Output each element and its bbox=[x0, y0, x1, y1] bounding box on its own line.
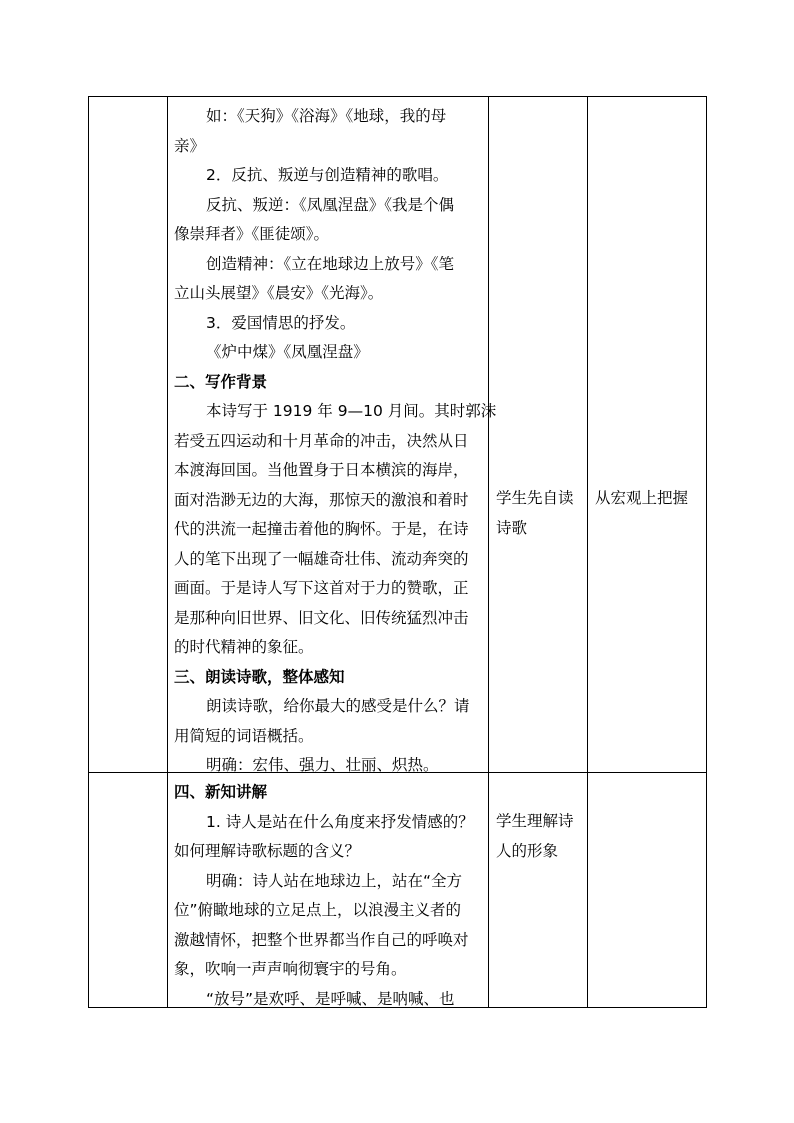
text-line: 的时代精神的象征。 bbox=[174, 638, 314, 656]
text-line: 用简短的词语概括。 bbox=[174, 726, 314, 745]
text-line: “放号”是欢呼、是呼喊、是呐喊、也 bbox=[206, 989, 455, 1008]
text-line: 立山头展望》《晨安》《光海》。 bbox=[174, 284, 384, 302]
table-top-border bbox=[88, 96, 707, 97]
text-line: 从宏观上把握 bbox=[595, 489, 689, 507]
text-line: 若受五四运动和十月革命的冲击，决然从日 bbox=[174, 431, 469, 450]
table-left-border bbox=[88, 96, 89, 1008]
section-heading: 二、写作背景 bbox=[174, 372, 268, 391]
table-right-border bbox=[706, 96, 707, 1008]
text-line: 面对浩渺无边的大海，那惊天的激浪和着时 bbox=[174, 490, 469, 509]
text-line: 2．反抗、叛逆与创造精神的歌唱。 bbox=[206, 166, 449, 184]
text-line: 是那种向旧世界、旧文化、旧传统猛烈冲击 bbox=[174, 608, 469, 627]
text-line: 画面。于是诗人写下这首对于力的赞歌，正 bbox=[174, 579, 469, 597]
text-line: 像崇拜者》《匪徒颂》。 bbox=[174, 225, 330, 243]
column-divider-3 bbox=[587, 96, 588, 1008]
text-line: 人的笔下出现了一幅雄奇壮伟、流动奔突的 bbox=[174, 549, 469, 568]
section-heading: 三、朗读诗歌，整体感知 bbox=[174, 667, 345, 686]
text-line: 本渡海回国。当他置身于日本横滨的海岸， bbox=[174, 461, 469, 479]
text-line: 创造精神：《立在地球边上放号》《笔 bbox=[206, 254, 455, 273]
text-line: 如何理解诗歌标题的含义？ bbox=[174, 842, 361, 860]
text-line: 激越情怀，把整个世界都当作自己的呼唤对 bbox=[174, 930, 469, 949]
text-line: 人的形象 bbox=[496, 841, 559, 860]
text-line: 诗歌 bbox=[496, 518, 528, 537]
text-line: 亲》 bbox=[174, 136, 206, 155]
text-line: 学生理解诗 bbox=[496, 812, 574, 830]
text-line: 1. 诗人是站在什么角度来抒发情感的？ bbox=[206, 812, 474, 831]
text-line: 明确：诗人站在地球边上，站在“全方 bbox=[206, 871, 463, 890]
text-line: 本诗写于 1919 年 9—10 月间。其时郭沫 bbox=[206, 402, 497, 420]
text-line: 《炉中煤》《凤凰涅盘》 bbox=[206, 343, 369, 361]
text-line: 朗读诗歌，给你最大的感受是什么？请 bbox=[206, 697, 470, 715]
text-line: 3．爱国情思的抒发。 bbox=[206, 313, 356, 332]
text-line: 学生先自读 bbox=[496, 489, 574, 507]
column-divider-1 bbox=[167, 96, 168, 1008]
section-heading: 四、新知讲解 bbox=[174, 783, 268, 801]
text-line: 象，吹响一声声响彻寰宇的号角。 bbox=[174, 960, 407, 978]
text-line: 代的洪流一起撞击着他的胸怀。于是，在诗 bbox=[174, 520, 469, 538]
text-line: 位”俯瞰地球的立足点上，以浪漫主义者的 bbox=[174, 901, 462, 919]
text-line: 明确：宏伟、强力、壮丽、炽热。 bbox=[206, 756, 439, 774]
column-divider-2 bbox=[488, 96, 489, 1008]
text-line: 如：《天狗》《浴海》《地球，我的母 bbox=[206, 107, 447, 125]
text-line: 反抗、叛逆：《凤凰涅盘》《我是个偶 bbox=[206, 195, 455, 214]
